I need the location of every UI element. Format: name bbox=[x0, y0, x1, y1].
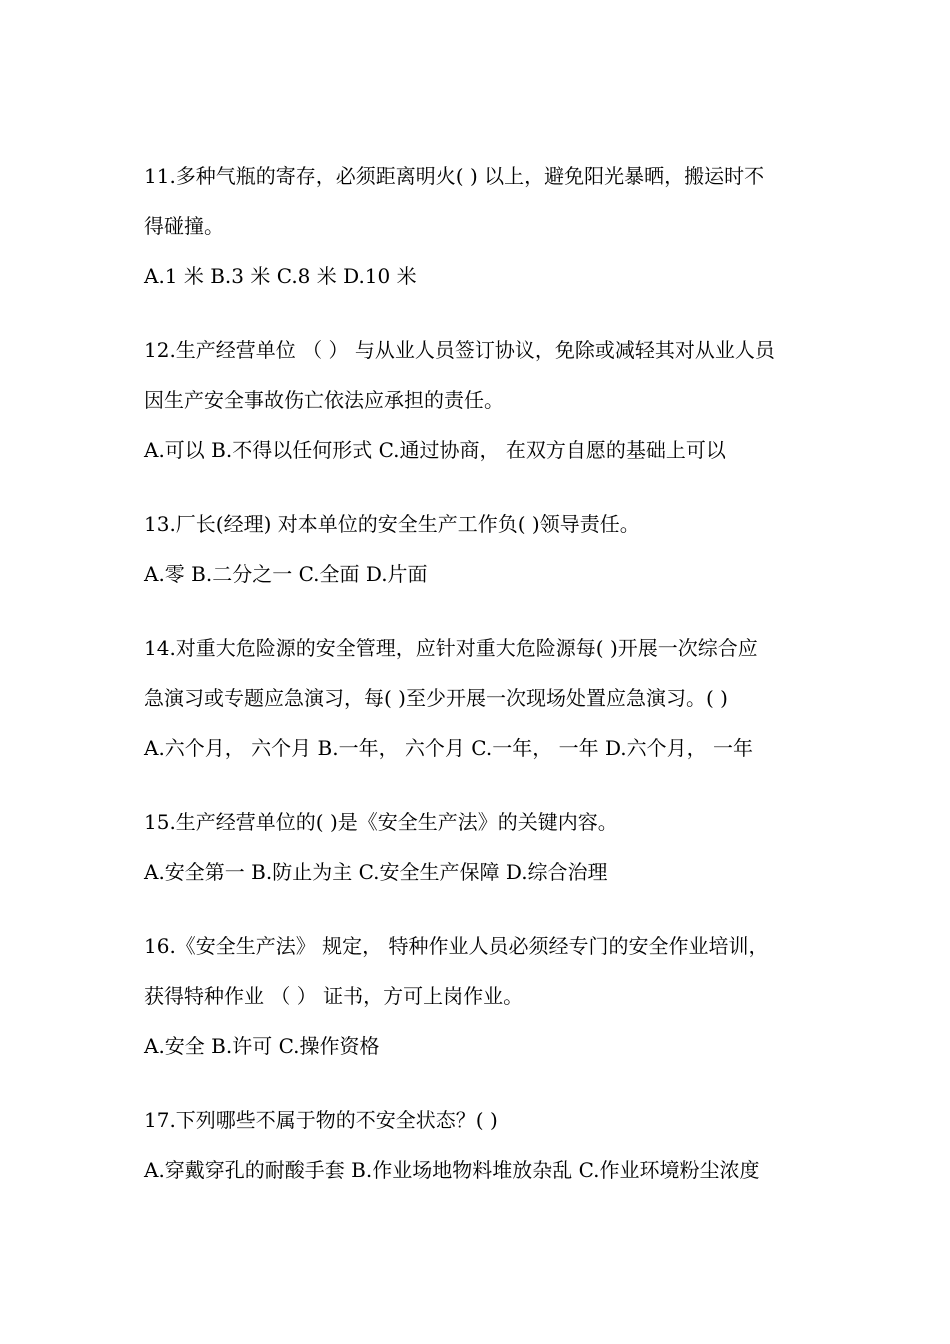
question-stem-line: 得碰撞。 bbox=[144, 214, 224, 238]
question-12 bbox=[144, 325, 824, 475]
question-stem-line: 因生产安全事故伤亡依法应承担的责任。 bbox=[144, 388, 504, 412]
question-14 bbox=[144, 623, 824, 773]
question-17 bbox=[144, 1095, 824, 1195]
question-stem-line: 17.下列哪些不属于物的不安全状态？( ) bbox=[144, 1108, 498, 1132]
question-options: A.零 B.二分之一 C.全面 D.片面 bbox=[144, 562, 428, 586]
question-options: A.穿戴穿孔的耐酸手套 B.作业场地物料堆放杂乱 C.作业环境粉尘浓度 bbox=[144, 1158, 760, 1182]
question-16 bbox=[144, 921, 824, 1071]
question-stem-line: 11.多种气瓶的寄存，必须距离明火( ) 以上，避免阳光暴晒，搬运时不 bbox=[144, 164, 765, 188]
question-stem-line: 急演习或专题应急演习，每( )至少开展一次现场处置应急演习。( ) bbox=[144, 686, 728, 710]
question-stem-line: 获得特种作业 （ ） 证书，方可上岗作业。 bbox=[144, 984, 524, 1008]
question-11 bbox=[144, 151, 824, 301]
question-stem-line: 13.厂长(经理) 对本单位的安全生产工作负( )领导责任。 bbox=[144, 512, 640, 536]
question-options: A.1 米 B.3 米 C.8 米 D.10 米 bbox=[144, 264, 417, 288]
question-options: A.安全 B.许可 C.操作资格 bbox=[144, 1034, 380, 1058]
question-options: A.可以 B.不得以任何形式 C.通过协商， 在双方自愿的基础上可以 bbox=[144, 438, 726, 462]
question-stem-line: 14.对重大危险源的安全管理，应针对重大危险源每( )开展一次综合应 bbox=[144, 636, 758, 660]
question-stem-line: 15.生产经营单位的( )是《安全生产法》的关键内容。 bbox=[144, 810, 618, 834]
question-stem-line: 12.生产经营单位 （ ） 与从业人员签订协议，免除或减轻其对从业人员 bbox=[144, 338, 775, 362]
question-13 bbox=[144, 499, 824, 599]
question-options: A.六个月， 六个月 B.一年， 六个月 C.一年， 一年 D.六个月， 一年 bbox=[144, 736, 753, 760]
question-15 bbox=[144, 797, 824, 897]
question-options: A.安全第一 B.防止为主 C.安全生产保障 D.综合治理 bbox=[144, 860, 608, 884]
question-stem-line: 16.《安全生产法》 规定， 特种作业人员必须经专门的安全作业培训， bbox=[144, 934, 769, 958]
